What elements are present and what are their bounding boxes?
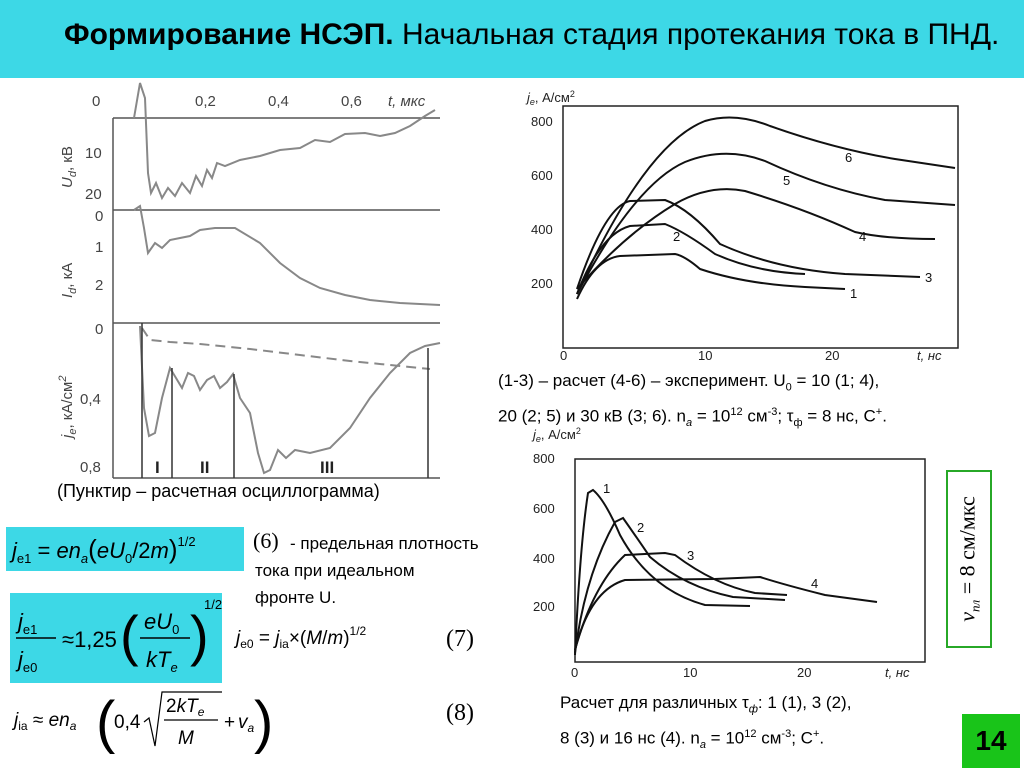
svg-text:je1: $j_{e1}$ (18, 609, 38, 637)
osc-i-trace (134, 206, 440, 305)
chart-bottom-y-tick-800: 800 (533, 451, 555, 466)
svg-text:): ) (254, 690, 274, 755)
chart-top-curve-label-6: 6 (845, 150, 853, 165)
chart-top-caption-line-1: (1-3) – расчет (4-6) – эксперимент. $U_0 = 10$ (1; 4), (498, 371, 880, 394)
formula-6-desc-1: - предельная плотность (290, 534, 479, 553)
chart-top-curve-label-2: 2 (673, 229, 681, 244)
chart-top-y-tick-200: 200 (531, 276, 553, 291)
chart-bottom-caption-line-1: Расчет для различных $\tau_ф$: 1 (1), 3 (2), (560, 693, 852, 716)
osc-u-tick-10: 10 (85, 145, 102, 162)
osc-time-tick-2: 0,4 (268, 93, 289, 110)
title-rest: Начальная стадия протекания тока в ПНД. (401, 18, 1000, 51)
chart-top-x-label: t, нс (917, 348, 942, 363)
chart-top (515, 84, 975, 366)
svg-text:jia ≈ ena: $j_{ia} \approx en_a$ (14, 710, 77, 733)
svg-text:va: $v_a$ (238, 712, 255, 735)
osc-stage-label-iii: III (320, 458, 335, 477)
svg-text:0,4: 0,4 (114, 712, 141, 733)
osc-caption: (Пунктир – расчетная осциллограмма) (57, 481, 380, 501)
osc-stage-label-i: I (155, 458, 160, 477)
chart-top-curve-label-3: 3 (925, 270, 933, 285)
chart-top-curve-1 (577, 254, 845, 299)
osc-j-tick-2: 0,8 (80, 459, 101, 476)
chart-top-curve-3 (577, 200, 920, 289)
svg-text:≈1,25: ≈1,25 (62, 627, 117, 652)
osc-j-trace (140, 326, 440, 473)
chart-bottom-y-label: $j_e$, $А/см^2$ (533, 426, 581, 444)
formula-8 (10, 686, 274, 758)
chart-top-curve-4 (577, 189, 935, 289)
chart-bottom-curve-2 (575, 518, 785, 653)
svg-text:(: ( (96, 690, 116, 755)
svg-text:): ) (190, 604, 209, 667)
chart-bottom-caption-line-2: 8 (3) и 16 нс (4). $n_a = 10^{12}$ $см^{-3}$; C+. (560, 728, 825, 752)
chart-top-y-tick-600: 600 (531, 168, 553, 183)
formula-6-desc-2: тока при идеальном (255, 561, 415, 580)
osc-time-tick-0: 0 (92, 93, 101, 110)
svg-text:2kTe: $2kT_e$ (166, 696, 205, 719)
chart-bottom-curve-label-2: 2 (637, 520, 645, 535)
chart-bottom-x-tick-0: 0 (571, 665, 579, 680)
chart-bottom-curve-1 (575, 490, 750, 655)
chart-top-caption-line-2: 20 (2; 5) и 30 кВ (3; 6). $n_a = 10^{12}$ $см^{-3}$; $\tau_ф = 8$ нс, C+. (498, 406, 887, 430)
svg-text:+: + (224, 712, 236, 733)
chart-bottom-y-tick-600: 600 (533, 501, 555, 516)
osc-u-tick-20: 20 (85, 186, 102, 203)
chart-bottom-y-tick-400: 400 (533, 551, 555, 566)
chart-bottom-curve-label-1: 1 (603, 481, 611, 496)
svg-text:eU0: $eU_0$ (144, 609, 180, 637)
osc-j-axis-label: $j_e$, $кА/см^2$ (57, 375, 79, 438)
osc-dashed-calc-trace (142, 328, 430, 369)
chart-top-curve-label-4: 4 (859, 229, 867, 244)
osc-j-tick-1: 0,4 (80, 391, 101, 408)
formula-8-tag: (8) (446, 700, 474, 726)
velocity-text: $v_{пл} = 8$ см/мкс (954, 496, 983, 622)
svg-text:je0: $j_{e0}$ (18, 647, 38, 675)
chart-top-curve-label-5: 5 (783, 173, 791, 188)
slide-title (64, 18, 999, 52)
chart-bottom-curve-label-4: 4 (811, 576, 819, 591)
svg-text:kTe: $kT_e$ (146, 647, 178, 675)
chart-bottom-x-tick-20: 20 (797, 665, 812, 680)
formula-6-box (6, 527, 244, 571)
chart-top-x-tick-0: 0 (560, 348, 568, 363)
chart-bottom-x-tick-10: 10 (683, 665, 698, 680)
chart-bottom-curve-4 (575, 577, 877, 650)
formula-7-tag: (7) (446, 626, 474, 652)
osc-stage-label-ii: II (200, 458, 210, 477)
formula-7b (232, 620, 412, 656)
chart-top-y-label: $j_e$, $А/см^2$ (527, 89, 575, 107)
osc-time-tick-3: 0,6 (341, 93, 362, 110)
chart-bottom (515, 425, 935, 687)
oscillogram-figure (0, 78, 470, 486)
chart-bottom-curve-3 (575, 553, 787, 650)
osc-i-axis-label: $I_d$, кА (59, 262, 79, 298)
osc-time-axis-label: t, мкс (388, 93, 426, 110)
title-bold: Формирование НСЭП. (64, 18, 394, 51)
chart-top-curve-label-1: 1 (850, 286, 858, 301)
svg-text:(: ( (120, 604, 139, 667)
osc-i-tick-2: 2 (95, 277, 104, 294)
chart-top-y-tick-800: 800 (531, 114, 553, 129)
svg-text:M: M (178, 728, 194, 749)
svg-text:je0 = jia×(M/m)1/2: $j_{e0} = j_{ia}\times(M/m)^{1/2}$ (236, 624, 367, 651)
osc-i-tick-1: 1 (95, 239, 104, 256)
svg-text:1/2: 1/2 (204, 597, 223, 612)
velocity-box (946, 470, 992, 648)
formula-6-desc-3: фронте U. (255, 588, 337, 607)
formula-7a-box (10, 593, 222, 683)
chart-bottom-caption (560, 690, 851, 758)
chart-bottom-curve-label-3: 3 (687, 548, 695, 563)
osc-j-tick-0: 0 (95, 321, 104, 338)
slide-number: 14 (962, 714, 1020, 768)
chart-bottom-y-tick-200: 200 (533, 599, 555, 614)
formula-6 (6, 527, 244, 571)
svg-text:je1 = ena(eU0/2m)1/2: $j_{e1} = en_a(eU_0/2m)^{1/2}$ (12, 534, 196, 566)
formula-6-tag: (6) (253, 528, 279, 553)
chart-top-curve-5 (577, 154, 955, 294)
osc-time-tick-1: 0,2 (195, 93, 216, 110)
chart-bottom-x-label: t, нс (885, 665, 910, 680)
osc-u-axis-label: $U_d$, кВ (59, 146, 79, 188)
osc-i-tick-0: 0 (95, 208, 104, 225)
chart-top-x-tick-10: 10 (698, 348, 713, 363)
formula-7a (10, 593, 222, 683)
chart-top-x-tick-20: 20 (825, 348, 840, 363)
chart-top-y-tick-400: 400 (531, 222, 553, 237)
